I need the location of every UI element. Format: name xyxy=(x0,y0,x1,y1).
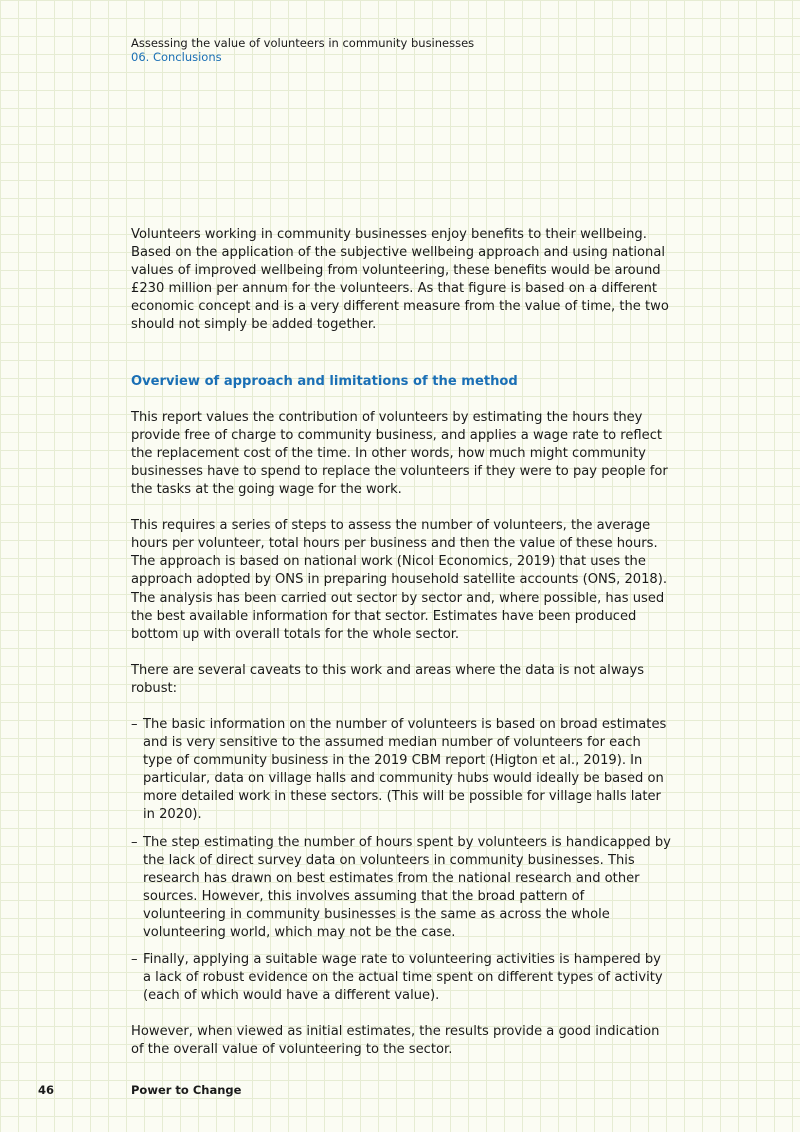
document-title: Assessing the value of volunteers in community businesses xyxy=(131,36,475,50)
section-label: 06. Conclusions xyxy=(131,50,222,64)
footer-brand: Power to Change xyxy=(131,1083,242,1097)
list-item xyxy=(131,834,671,943)
bullet-dash: – xyxy=(131,952,138,968)
caveat-text: The step estimating the number of hours spent by volunteers is handicapped by the lack of direct survey data on volunteers in community businesses. This research has drawn on best estimates from the national research and other sources. However, this involves assuming that the broad pattern of volunteering in community businesses is the same as across the whole volunteering world, which may not be the case. xyxy=(143,834,671,940)
caveats-list xyxy=(131,716,671,1005)
spacer xyxy=(131,353,671,373)
bullet-dash: – xyxy=(131,716,138,732)
page-number: 46 xyxy=(38,1083,55,1097)
main-content xyxy=(131,226,671,1078)
closing-paragraph: However, when viewed as initial estimates, the results provide a good indication of the overall value of volunteering to the sector. xyxy=(131,1024,660,1058)
caveat-text: The basic information on the number of volunteers is based on broad estimates and is very sensitive to the assumed median number of volunteers for each type of community business in the 2019 CBM report (Higton et al., 2019). In particular, data on village halls and community hubs would ideally be based on more detailed work in these sectors. (This will be possible for village halls later in 2020). xyxy=(143,716,667,823)
section-heading: Overview of approach and limitations of the method xyxy=(131,373,518,389)
bullet-dash: – xyxy=(131,834,138,850)
running-header xyxy=(131,36,474,64)
approach-paragraph: This report values the contribution of volunteers by estimating the hours they provide free of charge to community business, and applies a wage rate to reflect the replacement cost of the time. In other words, how much might community businesses have to spend to replace the volunteers if they were to pay people for the tasks at the going wage for the work. xyxy=(131,409,668,498)
caveat-text: Finally, applying a suitable wage rate to volunteering activities is hampered by a lack of robust evidence on the actual time spent on different types of activity (each of which would have a different value). xyxy=(143,952,663,1004)
steps-paragraph: This requires a series of steps to assess the number of volunteers, the average hours per volunteer, total hours per business and then the value of these hours. The approach is based on national work (Nicol Economics, 2019) that uses the approach adopted by ONS in preparing household satellite accounts (ONS, 2018). The analysis has been carried out sector by sector and, where possible, has used the best available information for that sector. Estimates have been produced bottom up with overall totals for the whole sector. xyxy=(131,518,668,642)
list-item xyxy=(131,716,671,825)
caveats-intro-paragraph: There are several caveats to this work and areas where the data is not always robust: xyxy=(131,662,645,696)
intro-paragraph: Volunteers working in community businesses enjoy benefits to their wellbeing. Based on the application of the subjective wellbeing approach and using national values of improved wellbeing from volunteering, these benefits would be around £230 million per annum for the volunteers. As that figure is based on a different economic concept and is a very different measure from the value of time, the two should not simply be added together. xyxy=(131,227,669,333)
list-item xyxy=(131,951,671,1005)
